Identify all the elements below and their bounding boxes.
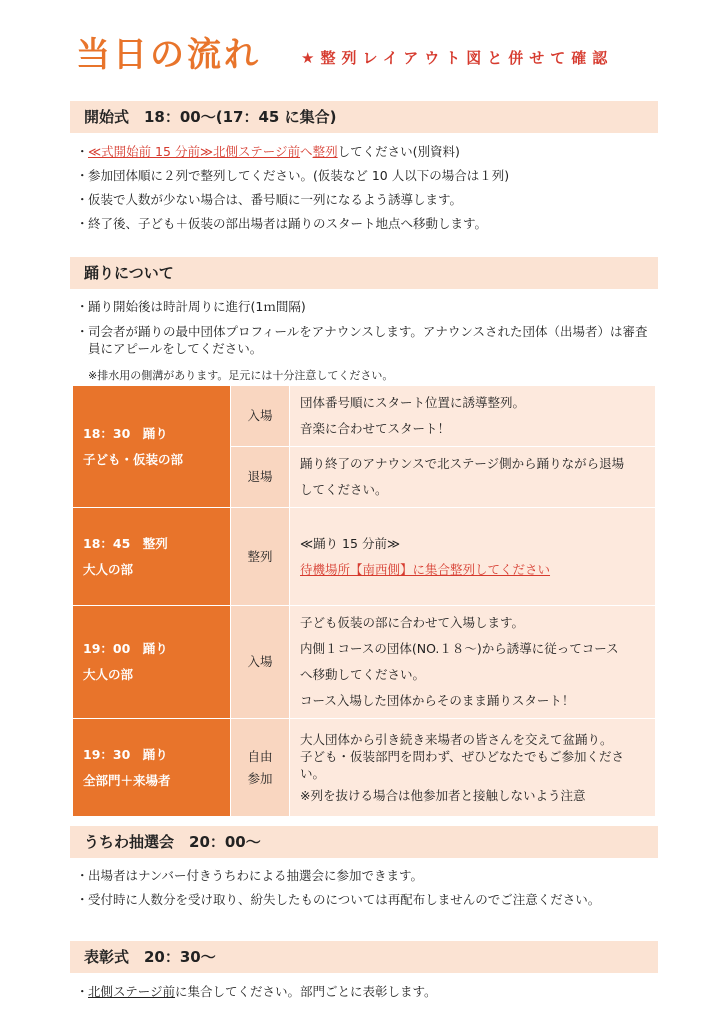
action-cell: 入場 [231,386,290,447]
slot-time: 19：00 踊り [83,641,168,656]
list-item [76,983,656,1000]
time-slot-cell [73,719,231,817]
bullet-text: 仮装で人数が少ない場合は、番号順に一列になるよう誘導します。 [88,192,463,207]
bullet-text: 司会者が踊りの最中団体プロフィールをアナウンスします。アナウンスされた団体（出場者）は審査員にアピールをしてください。 [88,324,648,356]
bullet-mark: ・ [76,324,89,339]
slot-time: 19：30 踊り [83,746,168,762]
description-line: ≪踊り 15 分前≫ [300,535,401,551]
page-title: 当日の流れ [76,35,261,75]
list-item [76,143,656,160]
table-row [73,508,656,606]
list-item [76,215,656,232]
table-row [73,606,656,719]
waiting-area-link[interactable]: 待機場所【南西側】に集合整列してください [300,561,551,577]
list-item [76,323,656,357]
action-cell [231,719,290,817]
description-cell [290,719,656,817]
table-row [73,386,656,447]
bullet-text: 終了後、子ども＋仮装の部出場者は踊りのスタート地点へ移動します。 [88,216,488,231]
description-line: 踊り終了のアナウンスで北ステージ側から踊りながら退場 [300,456,625,471]
list-item [76,191,656,208]
bullet-mark: ・ [76,299,89,314]
slot-group: 子ども・仮装の部 [83,451,184,467]
bullet-mark: ・ [76,192,89,207]
action-cell: 退場 [231,447,290,508]
emphasis-text: 整列 [312,144,338,159]
bullet-mark: ・ [76,892,89,907]
slot-group: 全部門＋来場者 [83,772,171,788]
table-row [73,719,656,817]
bullet-mark: ・ [76,144,89,159]
section-heading-awards: 表彰式 20：30～ [70,941,658,973]
action-cell: 整列 [231,508,290,606]
time-slot-cell [73,386,231,508]
caution-note: ※排水用の側溝があります。足元には十分注意してください。 [88,369,394,382]
location-text: 北側ステージ前 [213,144,301,159]
description-cell [290,386,656,447]
description-cell [290,508,656,606]
description-cell [290,447,656,508]
particle-text: へ [300,144,313,159]
bullet-text: 受付時に人数分を受け取り、紛失したものについては再配布しませんのでご注意ください。 [88,892,601,907]
action-cell: 入場 [231,606,290,719]
bullet-text: 出場者はナンバー付きうちわによる抽選会に参加できます。 [88,868,424,883]
time-slot-cell [73,606,231,719]
list-item [76,891,656,908]
description-line: へ移動してください。 [300,667,426,682]
bullet-text: してください(別資料) [337,144,460,159]
section-heading-dance: 踊りについて [70,257,658,289]
bullet-mark: ・ [76,216,89,231]
list-item [76,298,656,315]
emphasis-text: ≪式開始前 15 分前≫ [88,144,214,159]
location-text: 北側ステージ前 [88,984,176,999]
slot-group: 大人の部 [83,667,134,682]
description-line: 子ども・仮装部門を問わず、ぜひどなたでもご参加ください。 [300,749,625,781]
section-heading-raffle: うちわ抽選会 20：00～ [70,826,658,858]
description-line: ※列を抜ける場合は他参加者と接触しないよう注意 [300,788,586,803]
bullet-mark: ・ [76,868,89,883]
time-slot-cell [73,508,231,606]
schedule-table [72,385,656,817]
description-line: 内側１コースの団体(NO.１８～)から誘導に従ってコース [300,641,619,656]
bullet-text: 参加団体順に２列で整列してください。(仮装など 10 人以下の場合は１列) [88,168,510,183]
page-subtitle: ★整列レイアウト図と併せて確認 [301,49,614,67]
description-cell [290,606,656,719]
action-line: 自由 [247,748,273,764]
bullet-mark: ・ [76,984,89,999]
section-heading-opening: 開始式 18：00～(17：45 に集合) [70,101,658,133]
description-line: 大人団体から引き続き来場者の皆さんを交えて盆踊り。 [300,732,613,747]
slot-time: 18：30 踊り [83,425,168,441]
description-line: 子ども仮装の部に合わせて入場します。 [300,615,525,630]
description-line: コース入場した団体からそのまま踊りスタート！ [300,693,575,708]
slot-time: 18：45 整列 [83,535,168,551]
action-line: 参加 [247,770,273,786]
slot-group: 大人の部 [83,561,134,577]
list-item [76,167,656,184]
description-line: 団体番号順にスタート位置に誘導整列。 [300,395,526,410]
bullet-mark: ・ [76,168,89,183]
list-item [76,867,656,884]
bullet-text: 踊り開始後は時計周りに進行(1ｍ間隔) [88,299,306,314]
bullet-text: に集合してください。部門ごとに表彰します。 [175,984,437,999]
description-line: 音楽に合わせてスタート！ [300,421,451,436]
description-line: してください。 [300,482,388,497]
